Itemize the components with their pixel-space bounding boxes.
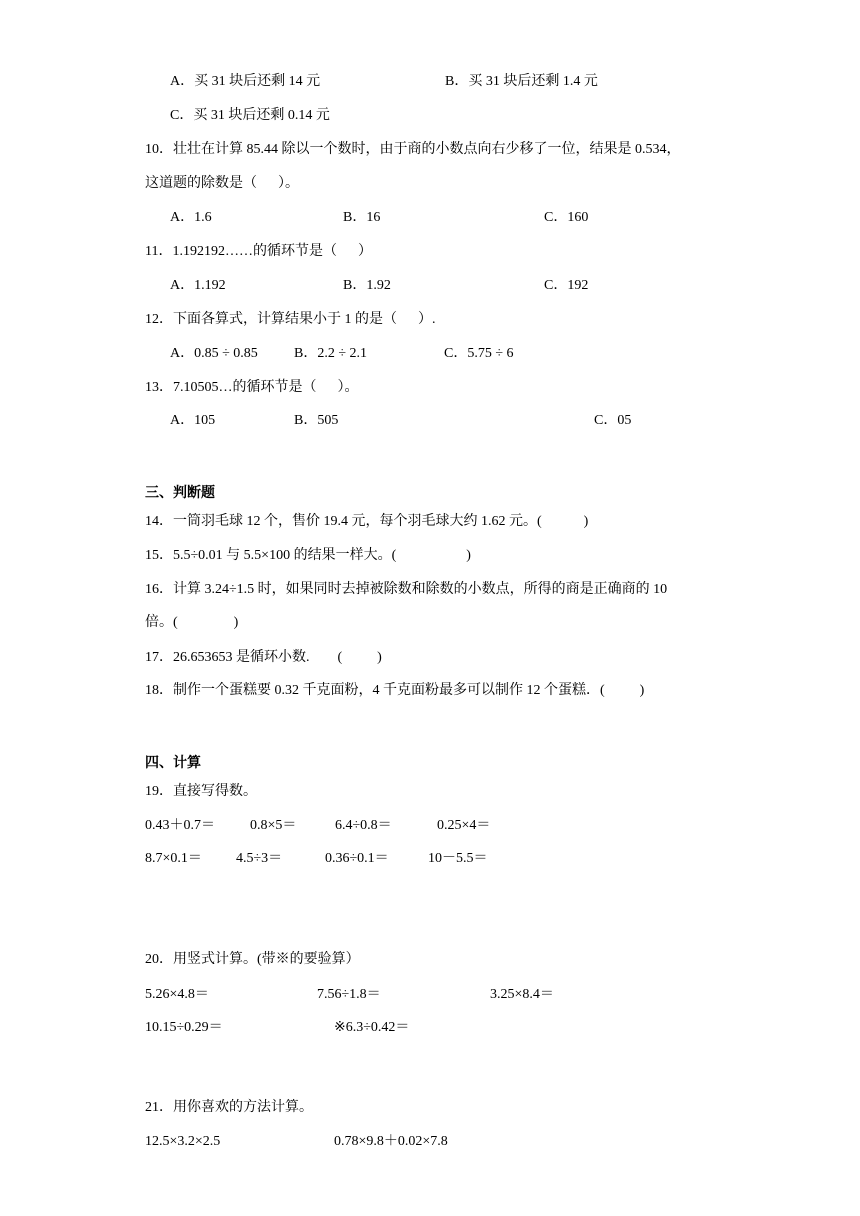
q13-option-a: A．105 — [170, 413, 216, 428]
section-title-calculation: 四、计算 — [145, 756, 201, 771]
q19-item: 0.25×4＝ — [437, 818, 491, 833]
q11-option-b: B．1.92 — [343, 278, 391, 293]
q12-text: 12．下面各算式，计算结果小于 1 的是（ ）. — [145, 312, 436, 327]
q10-option-b: B．16 — [343, 210, 381, 225]
q11-option-a: A．1.192 — [170, 278, 226, 293]
q20-item: 5.26×4.8＝ — [145, 987, 209, 1002]
q19-item: 4.5÷3＝ — [236, 851, 283, 866]
q20-item: 7.56÷1.8＝ — [317, 987, 381, 1002]
q10-option-a: A．1.6 — [170, 210, 212, 225]
q19-item: 8.7×0.1＝ — [145, 851, 202, 866]
q17-text: 17．26.653653 是循环小数. ( ) — [145, 650, 382, 665]
q21-item: 12.5×3.2×2.5 — [145, 1134, 221, 1149]
q10-text-line1: 10．壮壮在计算 85.44 除以一个数时，由于商的小数点向右少移了一位，结果是 0.534， — [145, 142, 681, 157]
q21-text: 21．用你喜欢的方法计算。 — [145, 1100, 313, 1115]
q16-text-line2: 倍。( ) — [145, 615, 239, 630]
q13-option-b: B．505 — [294, 413, 339, 428]
q12-option-c: C．5.75 ÷ 6 — [444, 346, 514, 361]
q15-text: 15．5.5÷0.01 与 5.5×100 的结果一样大。( ) — [145, 548, 471, 563]
q14-text: 14．一筒羽毛球 12 个，售价 19.4 元，每个羽毛球大约 1.62 元。( ) — [145, 514, 589, 529]
q9-option-c: C．买 31 块后还剩 0.14 元 — [170, 108, 330, 123]
q21-item: 0.78×9.8＋0.02×7.8 — [334, 1134, 448, 1149]
q10-option-c: C．160 — [544, 210, 589, 225]
q12-option-a: A．0.85 ÷ 0.85 — [170, 346, 258, 361]
q19-text: 19．直接写得数。 — [145, 784, 257, 799]
section-title-judgement: 三、判断题 — [145, 486, 215, 501]
q12-option-b: B．2.2 ÷ 2.1 — [294, 346, 368, 361]
q13-text: 13．7.10505…的循环节是（ ）。 — [145, 380, 359, 395]
q16-text-line1: 16．计算 3.24÷1.5 时，如果同时去掉被除数和除数的小数点，所得的商是正确商的 10 — [145, 582, 668, 597]
q19-item: 0.36÷0.1＝ — [325, 851, 389, 866]
q20-item: 3.25×8.4＝ — [490, 987, 554, 1002]
q9-option-a: A．买 31 块后还剩 14 元 — [170, 74, 321, 89]
q18-text: 18．制作一个蛋糕要 0.32 千克面粉，4 千克面粉最多可以制作 12 个蛋糕．( ) — [145, 683, 645, 698]
q19-item: 10－5.5＝ — [428, 851, 488, 866]
q20-item: ※6.3÷0.42＝ — [334, 1020, 410, 1035]
q9-option-b: B．买 31 块后还剩 1.4 元 — [445, 74, 598, 89]
q11-option-c: C．192 — [544, 278, 589, 293]
q13-option-c: C．05 — [594, 413, 632, 428]
q11-text: 11．1.192192……的循环节是（ ） — [145, 244, 372, 259]
q10-text-line2: 这道题的除数是（ ）。 — [145, 176, 299, 191]
q19-item: 0.43＋0.7＝ — [145, 818, 215, 833]
q20-item: 10.15÷0.29＝ — [145, 1020, 223, 1035]
q19-item: 6.4÷0.8＝ — [335, 818, 392, 833]
q20-text: 20．用竖式计算。(带※的要验算） — [145, 952, 360, 967]
q19-item: 0.8×5＝ — [250, 818, 297, 833]
